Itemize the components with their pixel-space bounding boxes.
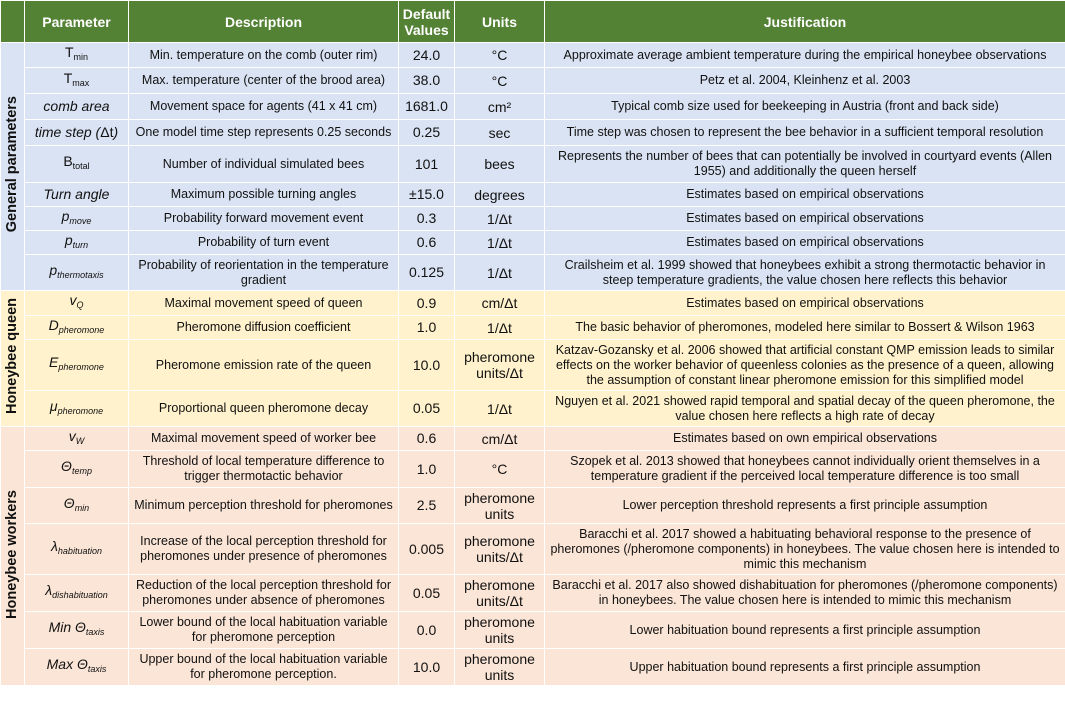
header-parameter: Parameter <box>25 1 129 43</box>
units-cell: °C <box>455 451 545 488</box>
parameter-cell <box>25 255 129 291</box>
table-row <box>1 524 1065 575</box>
units-cell: sec <box>455 120 545 146</box>
default-value-cell: 1.0 <box>399 451 455 488</box>
description-cell: Reduction of the local perception threshold for pheromones under absence of pheromones <box>129 575 399 612</box>
units-cell: pheromone units <box>455 488 545 524</box>
table-header-row <box>1 1 1065 43</box>
units-cell: 1/Δt <box>455 207 545 231</box>
parameter-subscript: move <box>69 215 92 226</box>
default-value-cell: 0.25 <box>399 120 455 146</box>
justification-cell: Upper habituation bound represents a first principle assumption <box>545 649 1065 686</box>
table-row <box>1 255 1065 291</box>
default-value-cell: 0.6 <box>399 231 455 255</box>
table-row <box>1 391 1065 427</box>
justification-cell: Estimates based on empirical observations <box>545 231 1065 255</box>
parameter-cell <box>25 68 129 94</box>
justification-cell: Estimates based on empirical observations <box>545 183 1065 207</box>
parameter-cell <box>25 316 129 340</box>
default-value-cell: 38.0 <box>399 68 455 94</box>
group-label-work <box>1 427 25 686</box>
description-cell: Proportional queen pheromone decay <box>129 391 399 427</box>
table-row <box>1 43 1065 68</box>
justification-cell: The basic behavior of pheromones, modeled here similar to Bossert & Wilson 1963 <box>545 316 1065 340</box>
default-value-cell: 2.5 <box>399 488 455 524</box>
justification-cell: Katzav-Gozansky et al. 2006 showed that artificial constant QMP emission leads to similar effects on the worker behavior of queenless colonies as the presence of a queen, allowing the assumption of constant linear pheromone emission for this simplified model <box>545 340 1065 391</box>
justification-cell: Estimates based on empirical observations <box>545 291 1065 316</box>
parameter-cell <box>25 488 129 524</box>
justification-cell: Crailsheim et al. 1999 showed that honeybees exhibit a strong thermotactic behavior in steep temperature gradients, the value chosen here reflects this behavior <box>545 255 1065 291</box>
parameter-cell <box>25 391 129 427</box>
description-cell: Movement space for agents (41 x 41 cm) <box>129 94 399 120</box>
justification-cell: Represents the number of bees that can potentially be involved in courtyard events (Allen 1955) and additionally the queen herself <box>545 146 1065 183</box>
justification-cell: Typical comb size used for beekeeping in Austria (front and back side) <box>545 94 1065 120</box>
parameter-subscript: taxis <box>85 627 105 637</box>
table-row <box>1 427 1065 451</box>
units-cell: 1/Δt <box>455 316 545 340</box>
parameter-subscript: taxis <box>87 664 107 674</box>
table-row <box>1 612 1065 649</box>
parameter-subscript: min <box>74 502 90 513</box>
parameter-symbol: p <box>49 261 58 278</box>
parameter-cell <box>25 575 129 612</box>
parameter-symbol: v <box>68 427 76 444</box>
header-corner <box>1 1 25 43</box>
parameter-subscript: pheromone <box>58 362 104 372</box>
default-value-cell: 1681.0 <box>399 94 455 120</box>
header-justification: Justification <box>545 1 1065 43</box>
description-cell: Pheromone emission rate of the queen <box>129 340 399 391</box>
parameter-symbol: p <box>64 231 73 248</box>
default-value-cell: 0.6 <box>399 427 455 451</box>
parameter-subscript: temp <box>71 466 92 476</box>
header-default-values <box>399 1 455 43</box>
justification-cell: Time step was chosen to represent the bee behavior in a sufficient temporal resolution <box>545 120 1065 146</box>
justification-cell: Baracchi et al. 2017 showed a habituating behavioral response to the presence of pheromones (/pheromone components) in honeybees. The value chosen here is intended to mimic this mechanism <box>545 524 1065 575</box>
group-label-gen <box>1 43 25 291</box>
units-cell: degrees <box>455 183 545 207</box>
table-row <box>1 183 1065 207</box>
default-value-cell: 0.125 <box>399 255 455 291</box>
header-description: Description <box>129 1 399 43</box>
parameter-symbol: Min Θ <box>48 619 86 635</box>
description-cell: Probability forward movement event <box>129 207 399 231</box>
parameter-subscript: W <box>75 435 85 446</box>
description-cell: Maximum possible turning angles <box>129 183 399 207</box>
units-cell: °C <box>455 43 545 68</box>
parameter-symbol: λ <box>51 538 58 554</box>
justification-cell: Szopek et al. 2013 showed that honeybees cannot individually orient themselves in a temperature gradient if the perceived local temperature difference is too small <box>545 451 1065 488</box>
units-cell: 1/Δt <box>455 255 545 291</box>
parameter-symbol: Θ <box>63 494 75 511</box>
parameter-delta: Δt <box>100 124 114 140</box>
parameter-cell <box>25 612 129 649</box>
parameter-symbol: comb area <box>43 98 110 114</box>
justification-cell: Estimates based on own empirical observations <box>545 427 1065 451</box>
parameter-cell <box>25 524 129 575</box>
table-row <box>1 231 1065 255</box>
default-value-cell: 0.005 <box>399 524 455 575</box>
justification-cell: Approximate average ambient temperature during the empirical honeybee observations <box>545 43 1065 68</box>
description-cell: Probability of reorientation in the temperature gradient <box>129 255 399 291</box>
parameter-symbol: λ <box>45 582 53 598</box>
units-cell: cm² <box>455 94 545 120</box>
table-row <box>1 488 1065 524</box>
parameter-symbol: E <box>49 354 59 370</box>
default-value-cell: 10.0 <box>399 649 455 686</box>
description-cell: Probability of turn event <box>129 231 399 255</box>
default-value-cell: 0.05 <box>399 575 455 612</box>
parameter-subscript: min <box>73 52 89 62</box>
table-row <box>1 146 1065 183</box>
table-row <box>1 316 1065 340</box>
justification-cell: Petz et al. 2004, Kleinhenz et al. 2003 <box>545 68 1065 94</box>
parameter-subscript: max <box>72 77 90 88</box>
parameter-subscript: dishabituation <box>52 590 108 600</box>
default-value-cell: ±15.0 <box>399 183 455 207</box>
description-cell: Minimum perception threshold for pheromones <box>129 488 399 524</box>
parameter-subscript: habituation <box>57 546 102 556</box>
table-row <box>1 120 1065 146</box>
parameter-symbol: D <box>48 316 59 333</box>
justification-cell: Lower habituation bound represents a first principle assumption <box>545 612 1065 649</box>
description-cell: Min. temperature on the comb (outer rim) <box>129 43 399 68</box>
parameter-subscript: total <box>72 161 90 171</box>
default-value-cell: 10.0 <box>399 340 455 391</box>
parameter-cell <box>25 451 129 488</box>
group-label-queen <box>1 291 25 427</box>
parameter-subscript: pheromone <box>58 324 105 335</box>
description-cell: Pheromone diffusion coefficient <box>129 316 399 340</box>
units-cell: cm/Δt <box>455 291 545 316</box>
table-row <box>1 649 1065 686</box>
parameter-cell <box>25 120 129 146</box>
parameter-symbol: T <box>64 44 74 60</box>
parameter-symbol: Max Θ <box>46 656 88 672</box>
parameter-cell <box>25 146 129 183</box>
default-value-cell: 1.0 <box>399 316 455 340</box>
table-row <box>1 451 1065 488</box>
description-cell: Max. temperature (center of the brood area) <box>129 68 399 94</box>
parameter-cell <box>25 291 129 316</box>
parameter-symbol: T <box>63 69 73 86</box>
description-cell: Maximal movement speed of queen <box>129 291 399 316</box>
units-cell: bees <box>455 146 545 183</box>
default-value-cell: 0.05 <box>399 391 455 427</box>
units-cell: 1/Δt <box>455 391 545 427</box>
parameter-symbol: v <box>69 292 77 308</box>
description-cell: One model time step represents 0.25 seconds <box>129 120 399 146</box>
default-value-cell: 0.9 <box>399 291 455 316</box>
parameter-symbol: μ <box>49 397 58 414</box>
parameter-cell <box>25 94 129 120</box>
group-label-text: Honeybee workers <box>4 489 20 619</box>
parameter-subscript: pheromone <box>57 405 104 416</box>
default-value-cell: 0.0 <box>399 612 455 649</box>
parameter-symbol: Θ <box>61 458 72 474</box>
default-value-cell: 24.0 <box>399 43 455 68</box>
description-cell: Number of individual simulated bees <box>129 146 399 183</box>
parameter-subscript: thermotaxis <box>57 269 104 280</box>
parameter-cell <box>25 649 129 686</box>
table-row <box>1 575 1065 612</box>
units-cell: °C <box>455 68 545 94</box>
parameter-symbol: Turn angle <box>43 186 110 202</box>
units-cell: 1/Δt <box>455 231 545 255</box>
default-value-cell: 0.3 <box>399 207 455 231</box>
units-cell: pheromone units <box>455 649 545 686</box>
parameter-subscript: Q <box>76 300 84 310</box>
parameter-close: ) <box>113 124 119 140</box>
header-units: Units <box>455 1 545 43</box>
header-default-line1: Default <box>402 5 451 22</box>
parameter-subscript: turn <box>72 239 89 250</box>
parameter-symbol: B <box>63 153 73 169</box>
table-row <box>1 94 1065 120</box>
table-row <box>1 207 1065 231</box>
justification-cell: Estimates based on empirical observations <box>545 207 1065 231</box>
parameter-cell <box>25 340 129 391</box>
table-row <box>1 340 1065 391</box>
units-cell: pheromone units <box>455 612 545 649</box>
parameter-cell <box>25 427 129 451</box>
description-cell: Increase of the local perception threshold for pheromones under presence of pheromones <box>129 524 399 575</box>
description-cell: Threshold of local temperature difference to trigger thermotactic behavior <box>129 451 399 488</box>
units-cell: pheromone units/Δt <box>455 524 545 575</box>
parameter-symbol: time step ( <box>34 124 101 140</box>
units-cell: pheromone units/Δt <box>455 340 545 391</box>
justification-cell: Lower perception threshold represents a first principle assumption <box>545 488 1065 524</box>
group-label-text: Honeybee queen <box>4 298 20 415</box>
justification-cell: Baracchi et al. 2017 also showed dishabituation for pheromones (/pheromone components) in honeybees. The value chosen here is intended to mimic this mechanism <box>545 575 1065 612</box>
parameter-cell <box>25 231 129 255</box>
table-row <box>1 291 1065 316</box>
description-cell: Upper bound of the local habituation variable for pheromone perception. <box>129 649 399 686</box>
parameter-cell <box>25 183 129 207</box>
default-value-cell: 101 <box>399 146 455 183</box>
description-cell: Maximal movement speed of worker bee <box>129 427 399 451</box>
parameter-cell <box>25 207 129 231</box>
justification-cell: Nguyen et al. 2021 showed rapid temporal and spatial decay of the queen pheromone, the value chosen here reflects a high rate of decay <box>545 391 1065 427</box>
parameter-cell <box>25 43 129 68</box>
parameter-symbol: p <box>61 207 70 224</box>
units-cell: cm/Δt <box>455 427 545 451</box>
header-default-line2: Values <box>404 21 449 38</box>
units-cell: pheromone units/Δt <box>455 575 545 612</box>
group-label-text: General parameters <box>4 96 20 233</box>
description-cell: Lower bound of the local habituation variable for pheromone perception <box>129 612 399 649</box>
table-row <box>1 68 1065 94</box>
